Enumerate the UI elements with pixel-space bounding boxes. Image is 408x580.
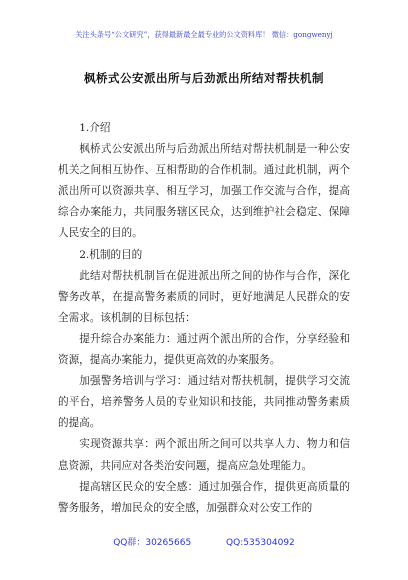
paragraph: 此结对帮扶机制旨在促进派出所之间的协作与合作，深化警务改革，在提高警务素质的同时，更好地满足人民群众的安全需求。该机制的目标包括： <box>58 269 350 324</box>
document-body <box>58 118 350 519</box>
section-heading: 1.介绍 <box>79 122 111 134</box>
paragraph: 实现资源共享：两个派出所之间可以共享人力、物力和信息资源，共同应对各类治安问题，提高应急处理能力。 <box>58 438 350 472</box>
footer-contact <box>0 535 408 548</box>
paragraph: 提高辖区民众的安全感：通过加强合作，提供更高质量的警务服务，增加民众的安全感，加强群众对公安工作的 <box>58 480 350 514</box>
document-title: 枫桥式公安派出所与后劲派出所结对帮扶机制 <box>84 71 324 85</box>
qq-group-number: QQ群：30265665 <box>113 538 192 548</box>
header-banner: 关注头条号“公文研究”，获得最新最全最专业的公文资料库！ 微信：gongwenyj <box>75 30 333 39</box>
section-heading: 2.机制的目的 <box>79 248 143 261</box>
qq-contact-number: QQ:535304092 <box>226 538 295 548</box>
paragraph: 枫桥式公安派出所与后劲派出所结对帮扶机制是一种公安机关之间相互协作、互相帮助的合作机制。通过此机制，两个派出所可以资源共享、相互学习，加强工作交流与合作，提高综合办案能力，共同服务辖区民众，达到维护社会稳定、保障人民安全的目的。 <box>58 143 350 240</box>
paragraph: 提升综合办案能力：通过两个派出所的合作，分享经验和资源，提高办案能力，提供更高效的办案服务。 <box>58 332 350 367</box>
paragraph: 加强警务培训与学习：通过结对帮扶机制，提供学习交流的平台，培养警务人员的专业知识和技能，共同推动警务素质的提高。 <box>58 375 350 430</box>
